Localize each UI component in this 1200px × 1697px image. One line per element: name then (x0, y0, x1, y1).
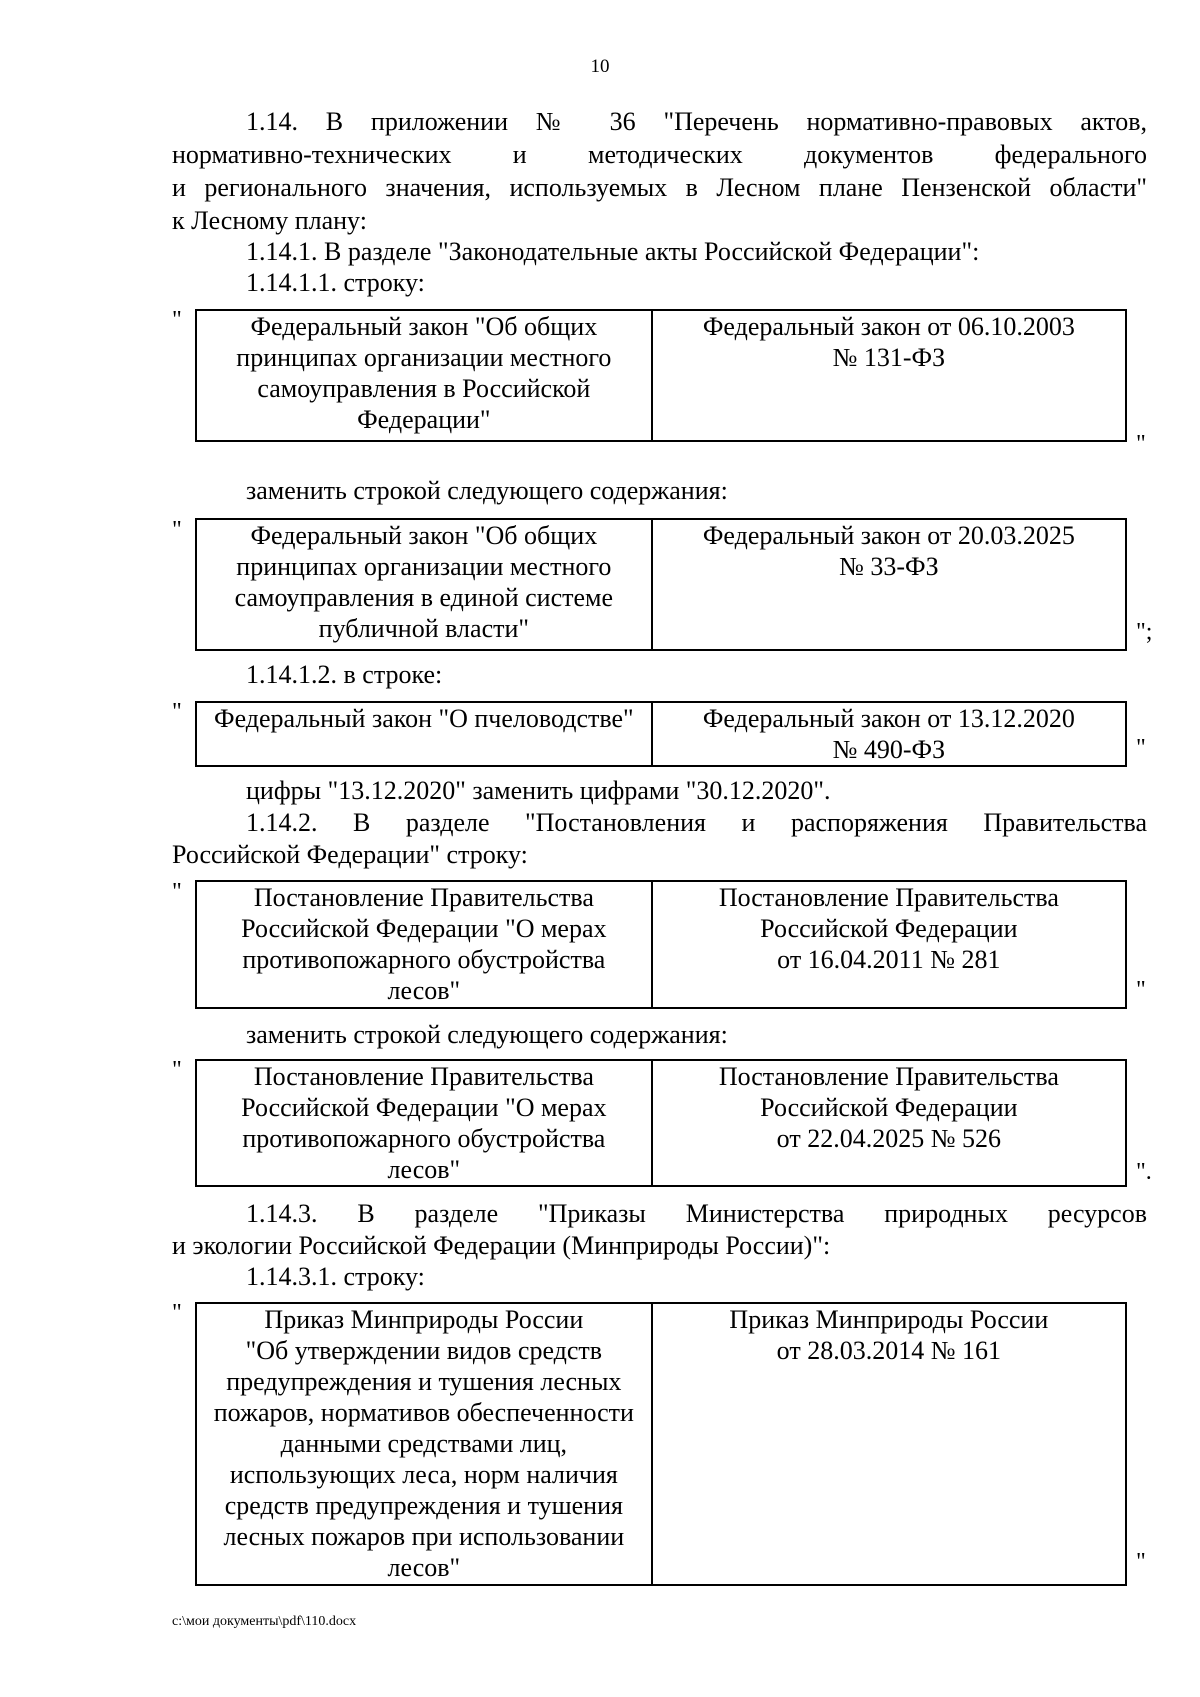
section-1-14-3-line-1: 1.14.3. В разделе "Приказы Министерства природных ресурсов (246, 1199, 1147, 1228)
cell-text-line-3: от 16.04.2011 № 281 (777, 945, 1001, 974)
cell-text-line-1: Постановление Правительства (718, 1062, 1059, 1091)
table-row-order-161 (195, 1302, 1127, 1586)
cell-text-line-2: № 131-ФЗ (832, 343, 946, 372)
cell-text-line-1: Федеральный закон от 06.10.2003 (702, 312, 1075, 341)
table-row-old-131fz (195, 309, 1127, 442)
section-1-14-3-line-2: и экологии Российской Федерации (Минприроды России)": (172, 1231, 831, 1260)
table-cell-title (196, 1060, 652, 1186)
cell-text-line-2: Российской Федерации (760, 1093, 1018, 1122)
section-1-14-2-line-1: 1.14.2. В разделе "Постановления и распоряжения Правительства (246, 808, 1147, 837)
cell-text-line-1: Федеральный закон от 13.12.2020 (702, 704, 1075, 733)
table-cell-title (196, 519, 652, 650)
cell-text-line-2: от 28.03.2014 № 161 (776, 1336, 1001, 1365)
close-quote: " (1136, 977, 1146, 1003)
table-cell-title (196, 702, 652, 766)
open-quote: " (172, 307, 182, 333)
table-row-490fz (195, 701, 1127, 767)
close-quote-period: ". (1136, 1159, 1152, 1185)
replace-instruction-2: заменить строкой следующего содержания: (246, 1020, 728, 1049)
section-1-14-2-line-2: Российской Федерации" строку: (172, 840, 528, 869)
table-cell-reference (652, 1303, 1126, 1585)
cell-text-line-2: № 33-ФЗ (839, 552, 939, 581)
item-1-14-1-1-heading: 1.14.1.1. строку: (246, 268, 425, 297)
cell-text: Федеральный закон "Об общих принципах организации местного самоуправления в единой системе публичной власти" (234, 521, 614, 643)
para-1-line-3: и регионального значения, используемых в Лесном плане Пензенской области" (172, 173, 1147, 202)
section-1-14-1-heading: 1.14.1. В разделе "Законодательные акты Российской Федерации": (246, 237, 980, 266)
table-cell-reference (652, 702, 1126, 766)
cell-text: Федеральный закон "Об общих принципах организации местного самоуправления в Российской Федерации" (236, 312, 612, 434)
digits-replacement-text: цифры "13.12.2020" заменить цифрами "30.12.2020". (246, 776, 831, 805)
para-1-line-4: к Лесному плану: (172, 206, 367, 235)
page-number: 10 (590, 56, 610, 77)
close-quote: " (1136, 735, 1146, 761)
table-cell-title (196, 1303, 652, 1585)
table-row-old-281 (195, 880, 1127, 1009)
cell-text-line-2: Российской Федерации (760, 914, 1018, 943)
open-quote: " (172, 517, 182, 543)
cell-text-line-3: от 22.04.2025 № 526 (776, 1124, 1001, 1153)
open-quote: " (172, 699, 182, 725)
close-quote: " (1136, 1549, 1146, 1575)
open-quote: " (172, 1300, 182, 1326)
close-quote: " (1136, 431, 1146, 457)
table-cell-title (196, 310, 652, 441)
cell-text-line-2: № 490-ФЗ (832, 735, 946, 764)
item-1-14-3-1-heading: 1.14.3.1. строку: (246, 1262, 425, 1291)
cell-text-line-1: Приказ Минприроды России (729, 1305, 1049, 1334)
cell-text: Федеральный закон "О пчеловодстве" (214, 704, 634, 733)
table-cell-reference (652, 1060, 1126, 1186)
cell-text-line-1: Постановление Правительства (718, 883, 1059, 912)
close-quote-semicolon: "; (1136, 619, 1153, 645)
table-row-new-33fz (195, 518, 1127, 651)
table-cell-title (196, 881, 652, 1008)
footer-file-path: c:\мои документы\pdf\110.docx (172, 1614, 357, 1629)
para-1-line-1: 1.14. В приложении № 36 "Перечень нормативно-правовых актов, (246, 107, 1147, 136)
replace-instruction-1: заменить строкой следующего содержания: (246, 476, 728, 505)
table-cell-reference (652, 519, 1126, 650)
table-cell-reference (652, 310, 1126, 441)
cell-text-line-1: Федеральный закон от 20.03.2025 (702, 521, 1075, 550)
open-quote: " (172, 1057, 182, 1083)
table-cell-reference (652, 881, 1126, 1008)
table-row-new-526 (195, 1059, 1127, 1187)
open-quote: " (172, 879, 182, 905)
item-1-14-1-2-heading: 1.14.1.2. в строке: (246, 660, 443, 689)
cell-text-line-1: Приказ Минприроды России (264, 1305, 584, 1334)
cell-text: Постановление Правительства Российской Федерации "О мерах противопожарного обустройства лесов" (241, 883, 607, 1005)
cell-text-rest: "Об утверждении видов средств предупреждения и тушения лесных пожаров, нормативов обеспеченности данными средствами лиц, использующих леса, норм наличия средств предупреждения и тушения лесных пожаров при использовании лесов" (213, 1336, 634, 1582)
cell-text: Постановление Правительства Российской Федерации "О мерах противопожарного обустройства лесов" (241, 1062, 607, 1184)
para-1-line-2: нормативно-технических и методических документов федерального (172, 140, 1147, 169)
